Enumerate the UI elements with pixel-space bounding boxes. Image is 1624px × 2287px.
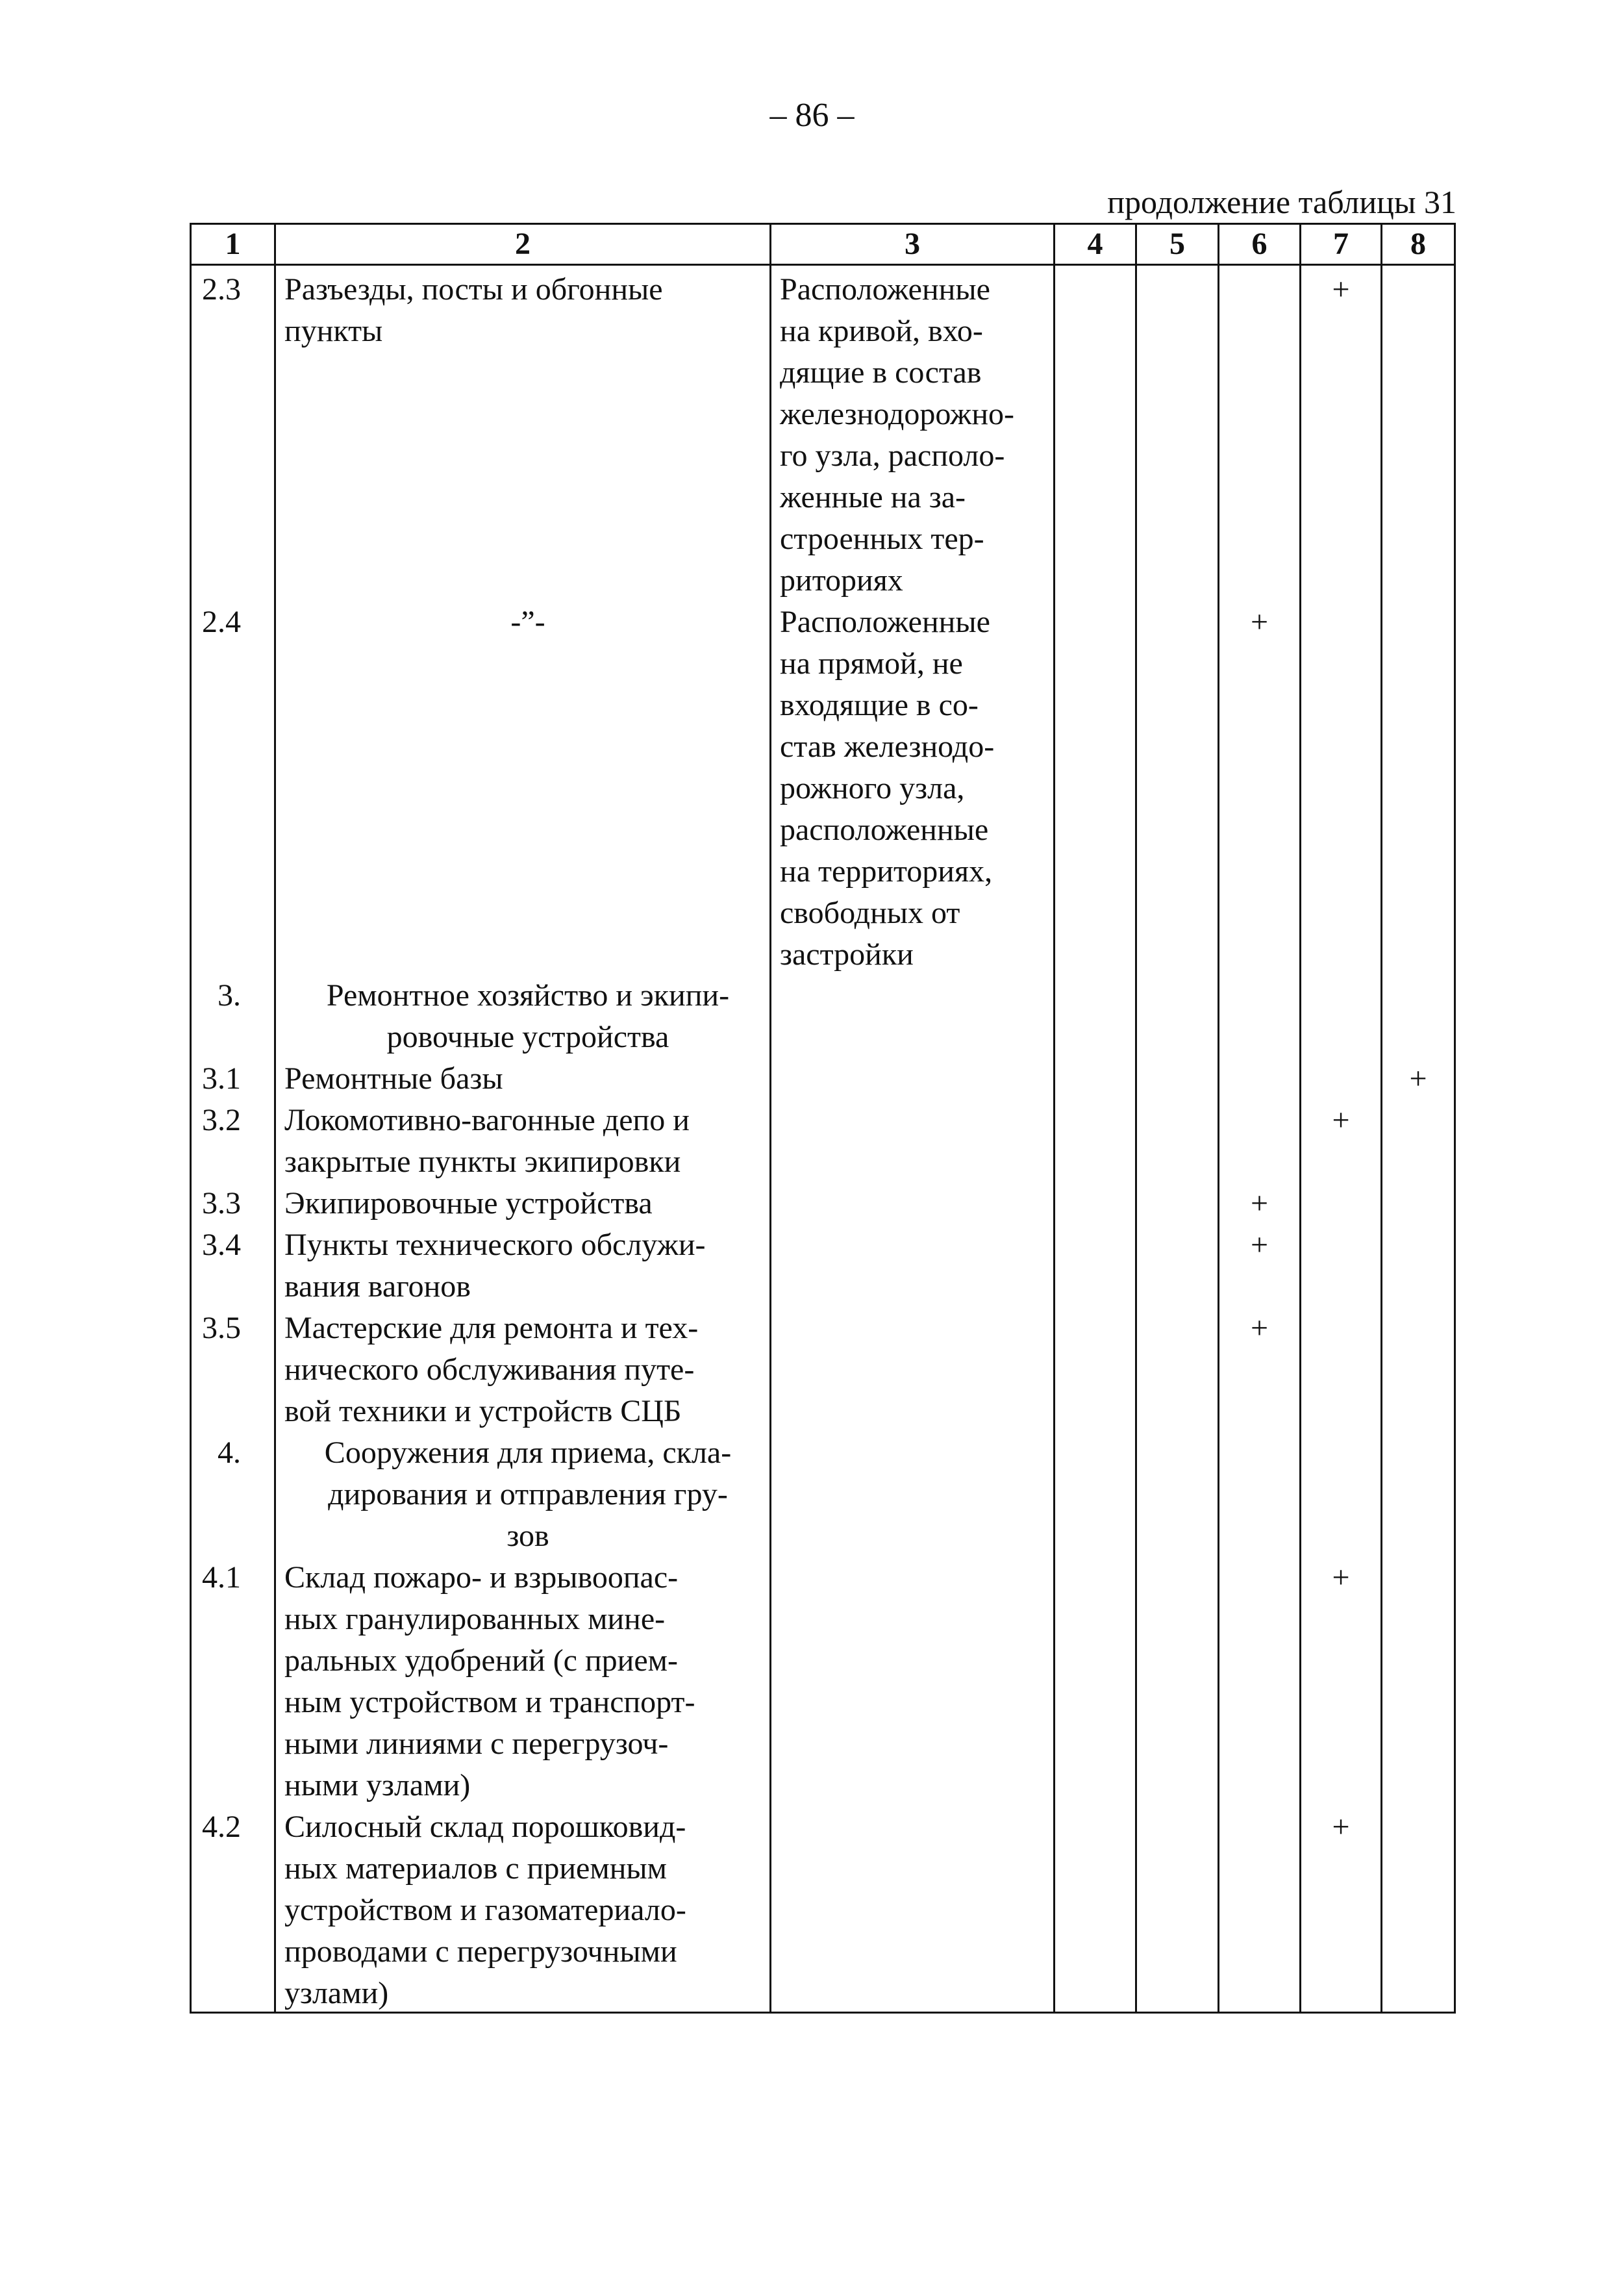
- header-col-2: 2: [515, 227, 531, 261]
- mark-col-6: +: [1250, 1311, 1269, 1345]
- page-number: – 86 –: [769, 97, 855, 134]
- column-divider: [1135, 225, 1137, 2012]
- mark-col-6: +: [1250, 605, 1269, 639]
- row-description: Расположенные на кривой, вхо- дящие в состав железнодорожно- го узла, располо- женные на за- строенных тер- риториях: [780, 272, 1015, 598]
- mark-col-7: +: [1332, 272, 1350, 307]
- header-col-4: 4: [1087, 227, 1103, 261]
- row-number: 4.1: [202, 1560, 241, 1595]
- header-col-8: 8: [1410, 227, 1426, 261]
- mark-col-7: +: [1332, 1810, 1350, 1844]
- mark-col-6: +: [1250, 1228, 1269, 1262]
- header-col-7: 7: [1333, 227, 1349, 261]
- mark-col-7: +: [1332, 1103, 1350, 1137]
- row-number: 3.1: [202, 1061, 241, 1096]
- column-divider: [1380, 225, 1382, 2012]
- header-col-3: 3: [905, 227, 920, 261]
- data-table: [190, 223, 1456, 2014]
- row-name: Мастерские для ремонта и тех- нического обслуживания путе- вой техники и устройств СЦБ: [284, 1311, 699, 1428]
- row-name: Разъезды, посты и обгонные пункты: [284, 272, 663, 348]
- column-divider: [1218, 225, 1219, 2012]
- header-col-5: 5: [1169, 227, 1185, 261]
- row-name: -”-: [510, 605, 545, 639]
- row-name: Склад пожаро- и взрывоопас- ных гранулированных мине- ральных удобрений (с прием- ным устройством и транспорт- ными линиями с перегрузоч- ными узлами): [284, 1560, 695, 1802]
- row-number: 3.4: [202, 1228, 241, 1262]
- row-number: 3.5: [202, 1311, 241, 1345]
- row-name: Локомотивно-вагонные депо и закрытые пункты экипировки: [284, 1103, 690, 1179]
- header-col-1: 1: [225, 227, 241, 261]
- column-divider: [769, 225, 771, 2012]
- row-number: 2.3: [202, 272, 241, 307]
- row-number: 4.2: [202, 1810, 241, 1844]
- row-number: 2.4: [202, 605, 241, 639]
- row-number: 3.2: [202, 1103, 241, 1137]
- mark-col-7: +: [1332, 1560, 1350, 1595]
- header-divider: [192, 264, 1454, 266]
- mark-col-6: +: [1250, 1186, 1269, 1220]
- row-name: Экипировочные устройства: [284, 1186, 653, 1220]
- row-number: 4.: [218, 1435, 241, 1470]
- section-title: Ремонтное хозяйство и экипи- ровочные устройства: [326, 978, 730, 1054]
- header-col-6: 6: [1251, 227, 1268, 261]
- mark-col-8: +: [1409, 1061, 1427, 1096]
- row-number: 3.3: [202, 1186, 241, 1220]
- table-caption: продолжение таблицы 31: [1107, 184, 1456, 220]
- section-title: Сооружения для приема, скла- дирования и отправления гру- зов: [324, 1435, 732, 1553]
- row-name: Ремонтные базы: [284, 1061, 503, 1096]
- row-name: Пункты технического обслужи- вания вагонов: [284, 1228, 706, 1304]
- row-name: Силосный склад порошковид- ных материалов с приемным устройством и газоматериало- проводами с перегрузочными узлами): [284, 1810, 686, 2010]
- column-divider: [274, 225, 276, 2012]
- row-number: 3.: [218, 978, 241, 1013]
- row-description: Расположенные на прямой, не входящие в со- став железнодо- рожного узла, расположенные на территориях, свободных от застройки: [780, 605, 995, 972]
